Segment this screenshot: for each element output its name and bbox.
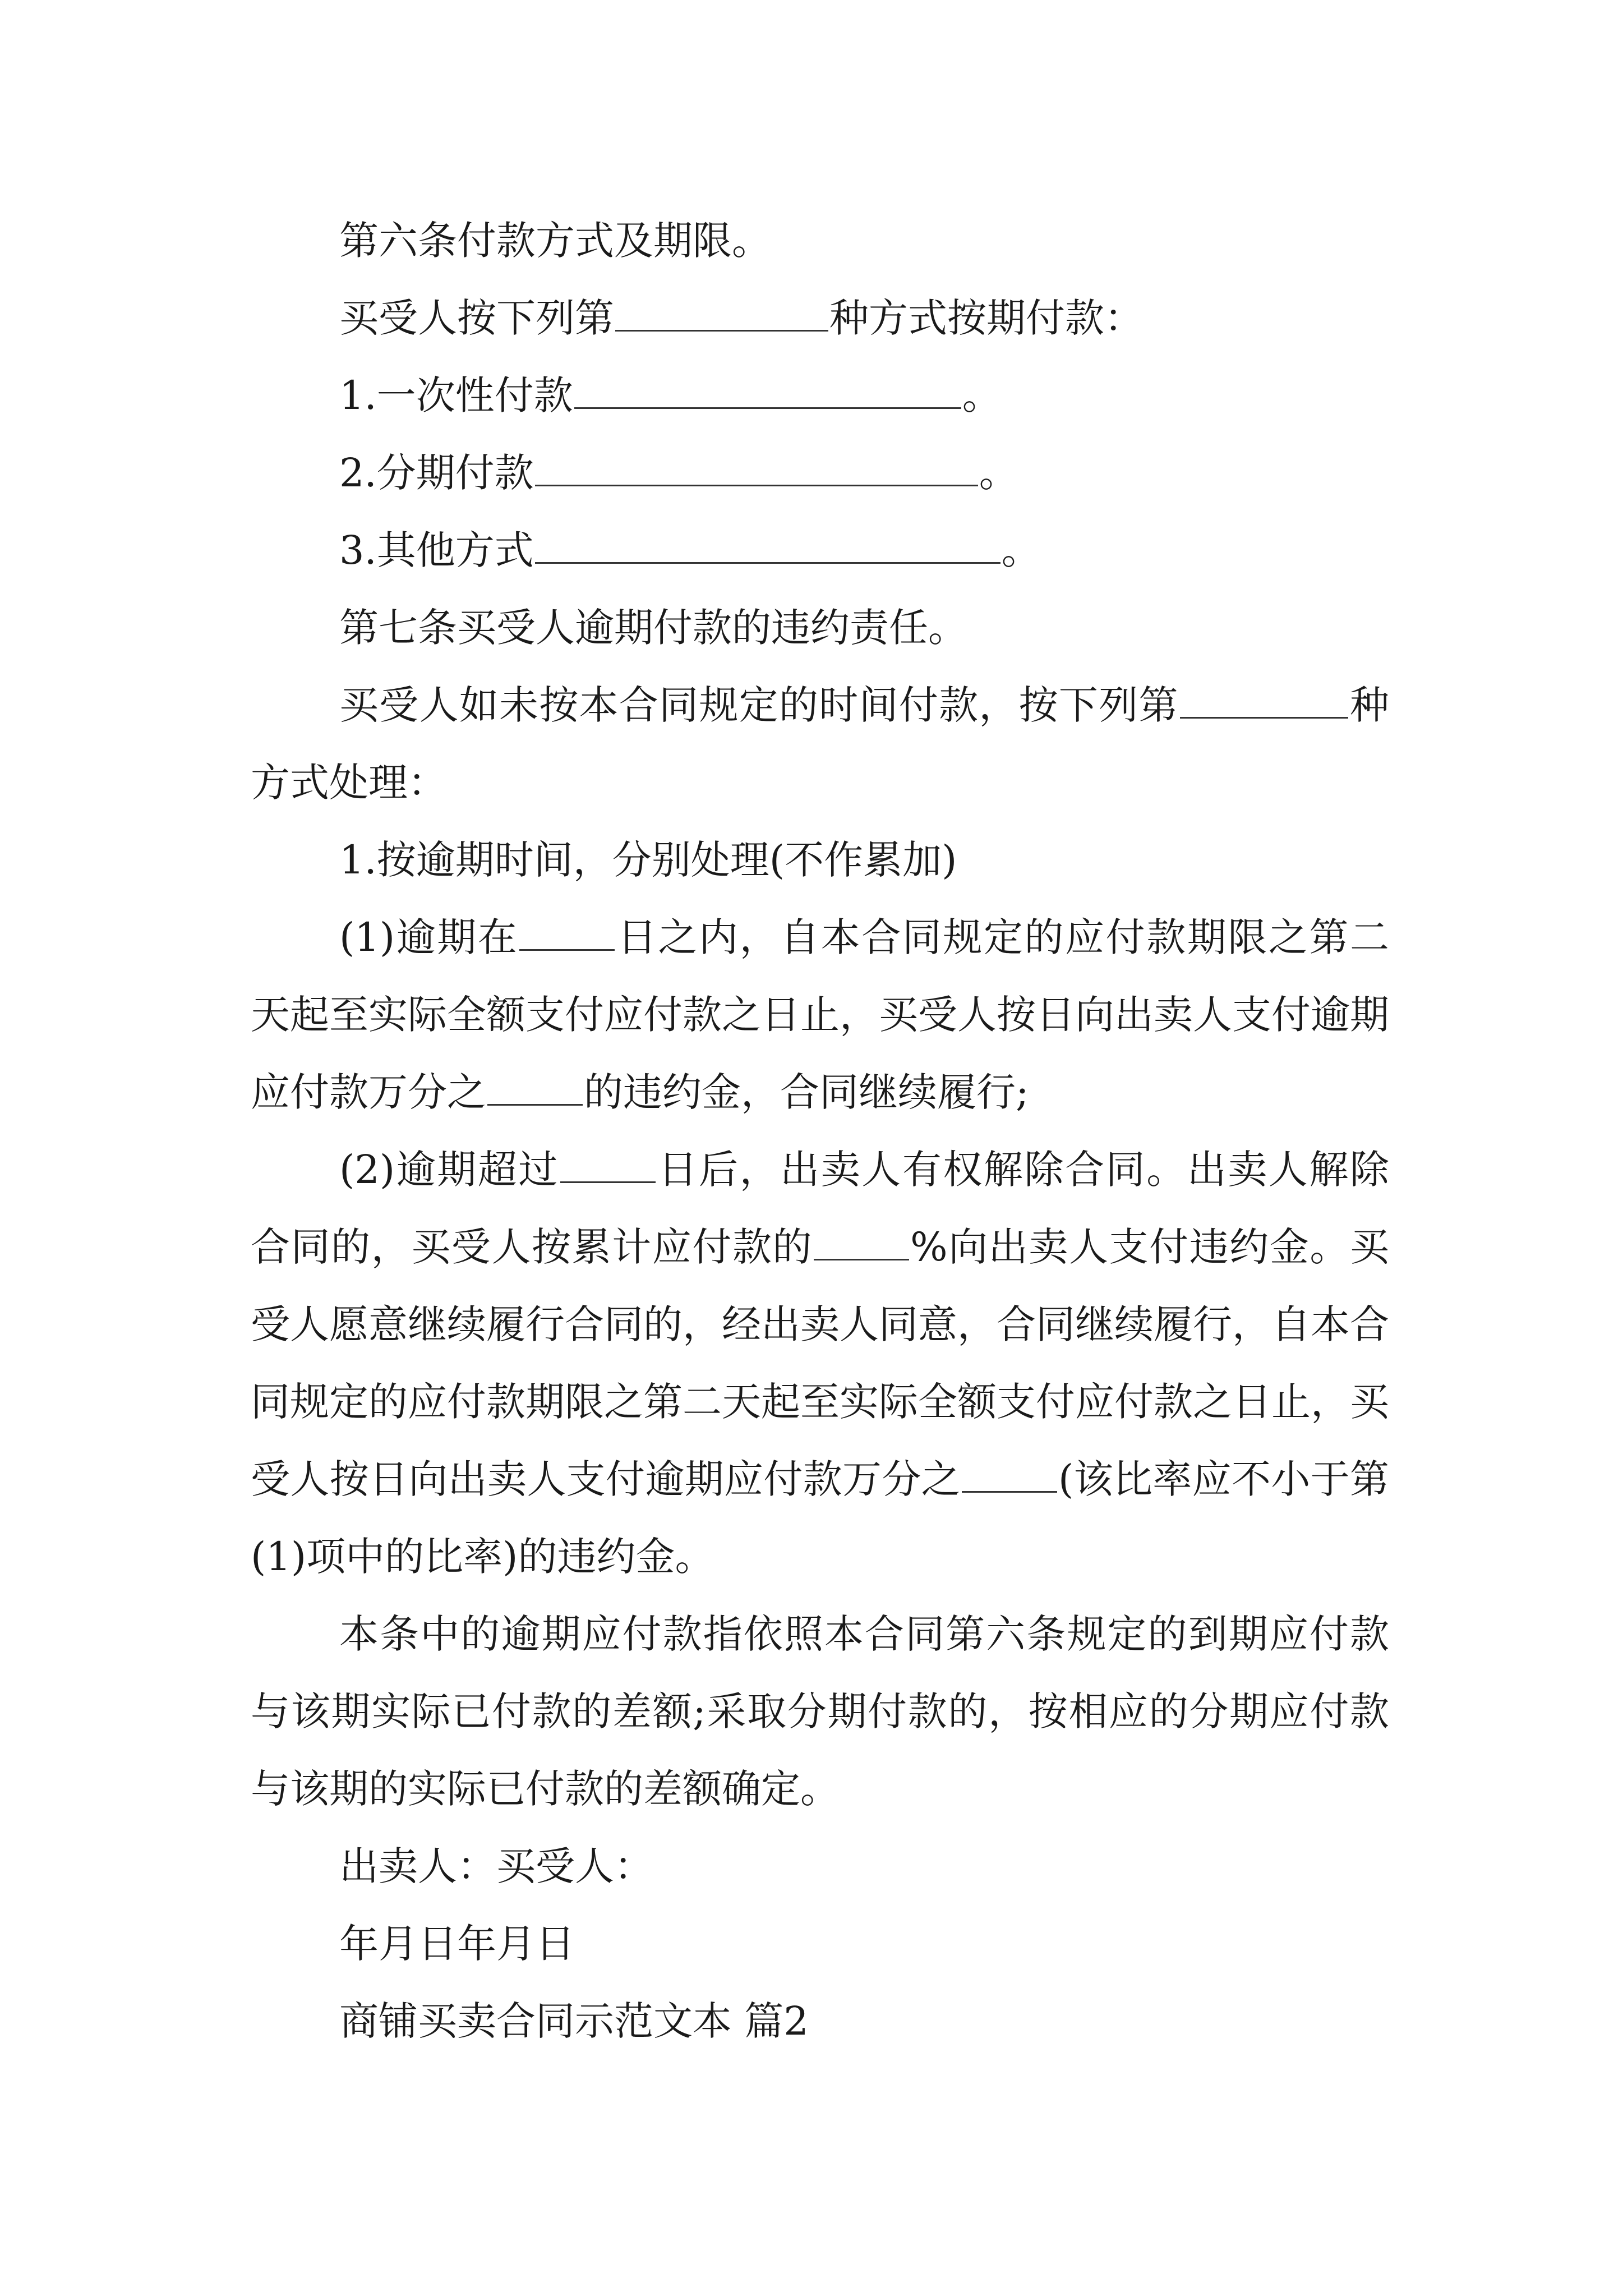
continued-rate-blank[interactable] (962, 1455, 1057, 1493)
overdue-limit-blank[interactable] (560, 1145, 656, 1183)
article-7-note: 本条中的逾期应付款指依照本合同第六条规定的到期应付款与该期实际已付款的差额;采取分期付款的，按相应的分期应付款与该期的实际已付款的差额确定。 (251, 1611, 1389, 1812)
next-section-heading: 商铺买卖合同示范文本 篇2 (339, 1998, 809, 2044)
payment-option-1: 1.一次性付款 。 (251, 357, 1389, 434)
daily-rate-blank[interactable] (487, 1068, 583, 1106)
signature-parties: 出卖人：买受人： (339, 1843, 653, 1889)
other-method-blank[interactable] (535, 526, 1000, 564)
signature-dates: 年月日年月日 (339, 1921, 575, 1967)
payment-option-3: 3.其他方式 。 (251, 512, 1389, 589)
payment-method-blank[interactable] (615, 294, 828, 332)
payment-option-2: 2.分期付款 。 (251, 434, 1389, 512)
lump-sum-blank[interactable] (574, 371, 961, 409)
item-1: 1.按逾期时间，分别处理(不作累加) (339, 837, 957, 883)
handling-method-blank[interactable] (1180, 681, 1348, 719)
penalty-percent-blank[interactable] (814, 1223, 909, 1260)
article-7-title: 第七条买受人逾期付款的违约责任。 (339, 605, 967, 651)
sub-item-1: (1)逾期在 日之内，自本合同规定的应付款期限之第二天起至实际全额支付应付款之日止，买受人按日向出卖人支付逾期应付款万分之 的违约金，合同继续履行; (251, 899, 1389, 1131)
article-6-title: 第六条付款方式及期限。 (339, 218, 771, 264)
installment-blank[interactable] (535, 449, 978, 486)
sub-item-2: (2)逾期超过 日后，出卖人有权解除合同。出卖人解除合同的，买受人按累计应付款的 %向出卖人支付违约金。买受人愿意继续履行合同的，经出卖人同意，合同继续履行，自本合同规定的应付款期限之第二天起至实际全额支付应付款之日止，买受人按日向出卖人支付逾期应付款万分之 (该比率应不小于第(1)项中的比率)的违约金。 (251, 1131, 1389, 1595)
contract-body (251, 202, 1389, 2060)
overdue-days-blank[interactable] (519, 913, 615, 951)
article-7-lead: 买受人如未按本合同规定的时间付款，按下列第 种方式处理： (251, 666, 1389, 821)
article-6-lead: 买受人按下列第 种方式按期付款： (251, 279, 1389, 357)
